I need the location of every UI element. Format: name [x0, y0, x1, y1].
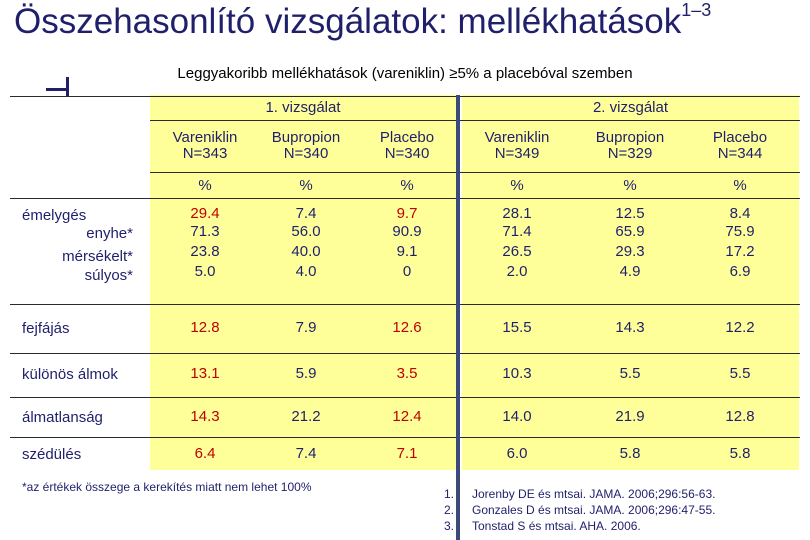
footnote: *az értékek összege a kerekítés miatt nem lehet 100% [22, 480, 312, 494]
reference-text: Gonzales D és mtsai. JAMA. 2006;296:47-55. [472, 503, 716, 517]
table-cell: 13.1 [190, 365, 220, 382]
title-superscript: 1–3 [681, 0, 712, 21]
row-divider [10, 353, 800, 354]
column-header: Bupropion N=329 [595, 129, 665, 162]
row-divider [10, 96, 800, 97]
row-label-mild: enyhe* [86, 225, 133, 242]
table-cell: 12.4 [392, 408, 422, 425]
nausea-values [690, 205, 790, 281]
reference-text: Tonstad S és mtsai. AHA. 2006. [472, 519, 641, 533]
nausea-value: 65.9 [615, 223, 645, 240]
nausea-value: 6.9 [729, 263, 751, 280]
row-label-severe: súlyos* [84, 267, 133, 284]
nausea-value: 7.4 [295, 205, 317, 222]
row-label-insomnia: álmatlanság [22, 409, 103, 426]
column-header: Vareniklin N=349 [484, 129, 550, 162]
nausea-value: 26.5 [502, 243, 532, 260]
nausea-values [357, 205, 457, 281]
percent-label: % [198, 177, 212, 194]
table-cell: 12.8 [190, 319, 220, 336]
percent-label: % [400, 177, 414, 194]
nausea-value: 12.5 [615, 205, 645, 222]
nausea-value: 29.4 [190, 205, 220, 222]
row-label-dizziness: szédülés [22, 446, 82, 463]
reference-item [444, 519, 715, 535]
nausea-value: 8.4 [729, 205, 751, 222]
table-cell: 21.9 [615, 408, 645, 425]
table-cell: 21.2 [291, 408, 321, 425]
table-cell: 7.4 [295, 445, 317, 462]
nausea-values [155, 205, 255, 281]
nausea-value: 71.3 [190, 223, 220, 240]
row-divider [10, 304, 800, 305]
table-cell: 12.8 [725, 408, 755, 425]
nausea-value: 23.8 [190, 243, 220, 260]
nausea-value: 28.1 [502, 205, 532, 222]
table-cell: 7.1 [396, 445, 418, 462]
row-label-moderate: mérsékelt* [62, 248, 133, 265]
nausea-values [580, 205, 680, 281]
nausea-value: 40.0 [291, 243, 321, 260]
nausea-values [256, 205, 356, 281]
nausea-value: 17.2 [725, 243, 755, 260]
reference-number: 1. [444, 487, 455, 501]
column-header: Placebo N=344 [712, 129, 768, 162]
table-cell: 10.3 [502, 365, 532, 382]
percent-label: % [733, 177, 747, 194]
reference-number: 3. [444, 519, 455, 533]
table-cell: 6.4 [194, 445, 216, 462]
nausea-value: 90.9 [392, 223, 422, 240]
table-cell: 15.5 [502, 319, 532, 336]
nausea-value: 75.9 [725, 223, 755, 240]
table-cell: 14.3 [615, 319, 645, 336]
row-divider [10, 397, 800, 398]
column-header: Bupropion N=340 [271, 129, 341, 162]
row-divider [150, 120, 800, 121]
row-divider [10, 437, 800, 438]
table-cell: 3.5 [396, 365, 418, 382]
nausea-value: 9.1 [396, 243, 418, 260]
page-title: Összehasonlító vizsgálatok: mellékhatások$^{1-3}$ [14, 0, 712, 41]
nausea-value: 4.0 [295, 263, 317, 280]
percent-label: % [623, 177, 637, 194]
references-list [444, 487, 715, 535]
table-cell: 12.2 [725, 319, 755, 336]
row-divider [10, 198, 800, 199]
table-subtitle: Leggyakoribb mellékhatások (vareniklin) ≥5% a placebóval szemben [177, 65, 633, 82]
nausea-value: 56.0 [291, 223, 321, 240]
table-cell: 6.0 [506, 445, 528, 462]
decor-bar [66, 77, 69, 97]
nausea-value: 5.0 [194, 263, 216, 280]
nausea-value: 9.7 [396, 205, 418, 222]
nausea-value: 4.9 [619, 263, 641, 280]
percent-label: % [299, 177, 313, 194]
reference-number: 2. [444, 503, 455, 517]
table-cell: 5.8 [729, 445, 751, 462]
table-cell: 14.3 [190, 408, 220, 425]
row-label-strange-dreams: különös álmok [22, 366, 118, 383]
column-header: Placebo N=340 [379, 129, 435, 162]
column-header: Vareniklin N=343 [172, 129, 238, 162]
nausea-value: 29.3 [615, 243, 645, 260]
row-label-headache: fejfájás [22, 320, 70, 337]
table-cell: 5.5 [729, 365, 751, 382]
reference-item [444, 503, 715, 519]
percent-label: % [510, 177, 524, 194]
nausea-value: 0 [402, 263, 412, 280]
table-cell: 7.9 [295, 319, 317, 336]
row-label-nausea: émelygés [22, 207, 87, 224]
table-cell: 12.6 [392, 319, 422, 336]
nausea-value: 2.0 [506, 263, 528, 280]
reference-text: Jorenby DE és mtsai. JAMA. 2006;296:56-63. [472, 487, 716, 501]
row-divider [150, 172, 800, 173]
table-cell: 14.0 [502, 408, 532, 425]
nausea-value: 71.4 [502, 223, 532, 240]
table-cell: 5.5 [619, 365, 641, 382]
reference-item [444, 487, 715, 503]
study1-header: 1. vizsgálat [265, 99, 341, 116]
table-cell: 5.9 [295, 365, 317, 382]
study2-header: 2. vizsgálat [592, 99, 669, 116]
nausea-values [467, 205, 567, 281]
decor-bar [46, 88, 68, 91]
table-cell: 5.8 [619, 445, 641, 462]
